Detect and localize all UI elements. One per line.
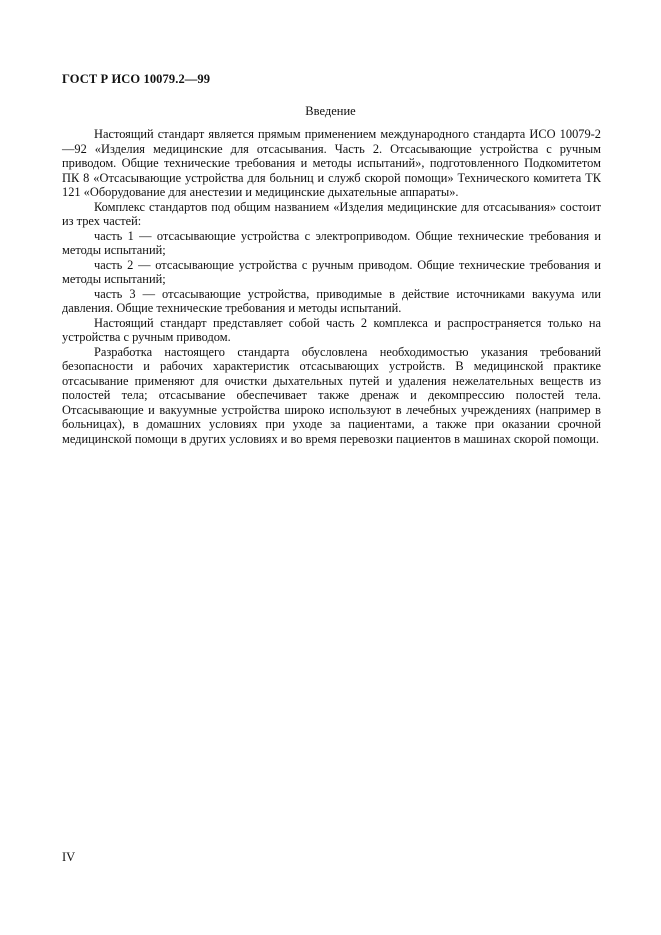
paragraph: Настоящий стандарт является прямым применением международного стандарта ИСО 10079-2—92 «Изделия медицинские для отсасывания. Часть 2. Отсасывающие устройства с ручным приводом. Общие технические требования и методы испытаний», подготовленного Подкомитетом ПК 8 «Отсасывающие устройства для больниц и служб скорой помощи» Технического комитета ТК 121 «Оборудование для анестезии и медицинские дыхательные аппараты». — [62, 127, 601, 199]
body-text — [62, 127, 601, 446]
paragraph: часть 1 — отсасывающие устройства с электроприводом. Общие технические требования и методы испытаний; — [62, 228, 601, 257]
section-title: Введение — [305, 104, 356, 118]
paragraph: часть 3 — отсасывающие устройства, приводимые в действие источниками вакуума или давления. Общие технические требования и методы испытаний. — [62, 286, 601, 315]
document-header: ГОСТ Р ИСО 10079.2—99 — [62, 72, 211, 86]
paragraph: Комплекс стандартов под общим названием «Изделия медицинские для отсасывания» состоит из трех частей: — [62, 199, 601, 228]
paragraph: Настоящий стандарт представляет собой часть 2 комплекса и распространяется только на устройства с ручным приводом. — [62, 315, 601, 344]
paragraph: часть 2 — отсасывающие устройства с ручным приводом. Общие технические требования и методы испытаний; — [62, 257, 601, 286]
paragraph: Разработка настоящего стандарта обусловлена необходимостью указания требований безопасности и рабочих характеристик отсасывающих устройств. В медицинской практике отсасывание применяют для очистки дыхательных путей и удаления нежелательных веществ из полостей тела; отсасывание обеспечивает также дренаж и декомпрессию полостей тела. Отсасывающие и вакуумные устройства широко используют в лечебных учреждениях (например в больницах), в домашних условиях при уходе за пациентами, а также при оказании срочной медицинской помощи в других условиях и во время перевозки пациентов в машинах скорой помощи. — [62, 344, 601, 446]
page-number: IV — [62, 850, 76, 864]
